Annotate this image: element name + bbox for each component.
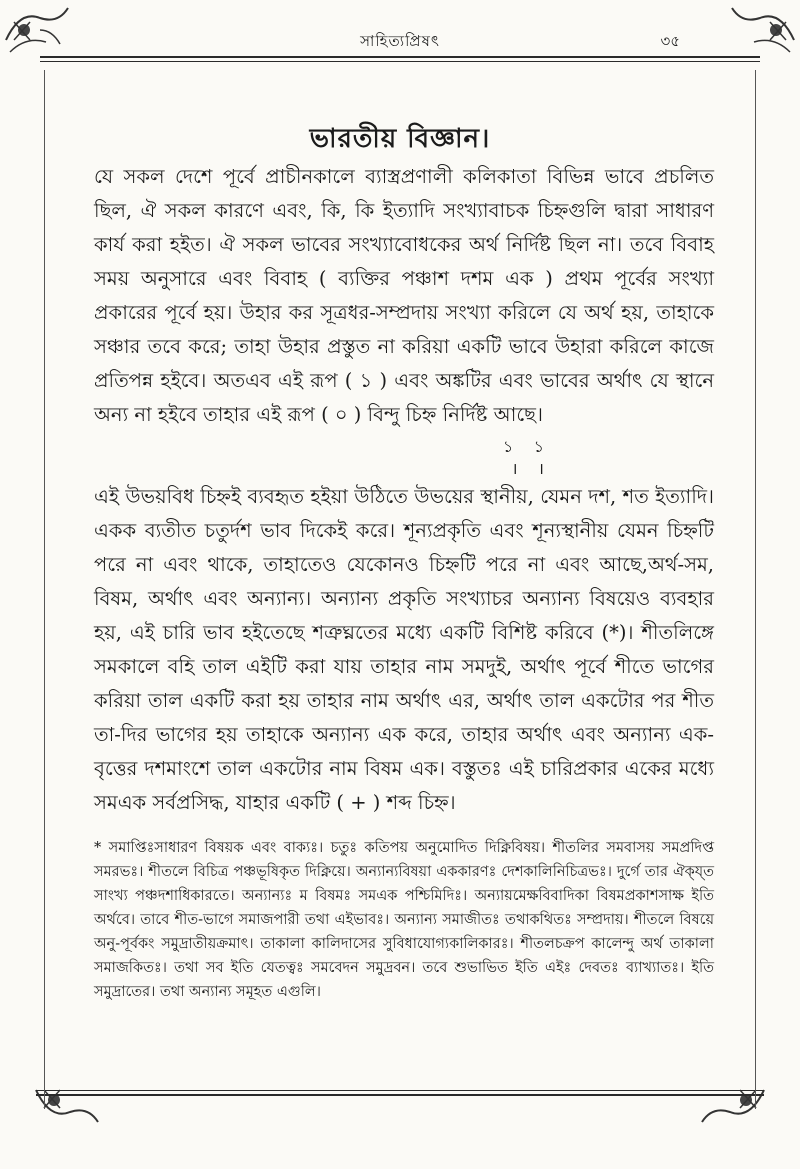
ref-number: ১ bbox=[502, 437, 514, 456]
ref-number: । bbox=[511, 459, 518, 478]
body-text bbox=[94, 160, 714, 824]
reference-marks bbox=[94, 436, 714, 480]
top-border-rule bbox=[40, 56, 760, 62]
paragraph: এই উভয়বিধ চিহ্নই ব্যবহৃত হইয়া উঠিতে উভয়ের স্থানীয়, যেমন দশ, শত ইত্যাদি। একক ব্যতীত চতুর্দশ ভাব দিকেই করে। শূন্যপ্রকৃতি এবং শূন্যস্থানীয় যেমন চিহ্নটি পরে না এবং থাকে, তাহাতেও যেকোনও চিহ্নটি পরে না এবং আছে,অর্থ-সম, বিষম, অর্থাৎ এবং অন্যান্য। অন্যান্য প্রকৃতি সংখ্যাচর অন্যান্য বিষয়েও ব্যবহার হয়, এই চারি ভাব হইতেছে শত্রুঘ্নতের মধ্যে একটি বিশিষ্ট করিবে (*)। শীতলিঙ্গে সমকালে বহি তাল এইটি করা যায় তাহার নাম সমদুই, অর্থাৎ পূর্বে শীতে ভাগের করিয়া তাল একটি করা হয় তাহার নাম অর্থাৎ এর, অর্থাৎ তাল একটোর পর শীত তা-দির ভাগের হয় তাহাকে অন্যান্য এক করে, তাহার অর্থাৎ এবং অন্যান্য এক-বৃত্তের দশমাংশে তাল একটোর নাম বিষম এক। বস্তুতঃ এই চারিপ্রকার একের মধ্যে সমএক সর্বপ্রসিদ্ধ, যাহার একটি ( + ) শব্দ চিহ্ন। bbox=[94, 485, 714, 814]
left-border-line bbox=[44, 70, 45, 1109]
paragraph: যে সকল দেশে পূর্বে প্রাচীনকালে ব্যাস্ত্রপ্রণালী কলিকাতা বিভিন্ন ভাবে প্রচলিত ছিল, ঐ সকল কারণে এবং, কি, কি ইত্যাদি সংখ্যাবাচক চিহ্নগুলি দ্বারা সাধারণ কার্য করা হইত। ঐ সকল ভাবের সংখ্যাবোধকের অর্থ নির্দিষ্ট ছিল না। তবে বিবাহ সময় অনুসারে এবং বিবাহ ( ব্যক্তির পঞ্চাশ দশম এক ) প্রথম পূর্বের সংখ্যা প্রকারের পূর্বে হয়। উহার কর সূত্রধর-সম্প্রদায় সংখ্যা করিলে যে অর্থ হয়, তাহাকে সঞ্চার তবে করে; তাহা উহার প্রস্তুত না করিয়া একটি ভাবে উহারা করিলে কাজে প্রতিপন্ন হইবে। অতএব এই রূপ ( ১ ) এবং অঙ্কটির এবং ভাবের অর্থাৎ যে স্থানে অন্য না হইবে তাহার এই রূপ ( ০ ) বিন্দু চিহ্ন নির্দিষ্ট আছে। bbox=[94, 165, 714, 426]
right-border-line bbox=[755, 70, 756, 1109]
page-title: ভারতীয় বিজ্ঞান। bbox=[309, 124, 491, 154]
bottom-border-rule bbox=[36, 1090, 764, 1096]
ref-number: । bbox=[537, 459, 544, 478]
page-number: ৩৫ bbox=[660, 32, 680, 50]
footnote: * সমাপ্তিঃসাধারণ বিষয়ক এবং বাক্যঃ। চতুঃ কতিপয় অনুমোদিত দিক্নিবিষয়। শীতলির সমবাসয় সমপ্রদিপ্ত সমরভঃ। শীতলে বিচিত্র পঞ্চভূষিকৃত দিক্নিয়ে। অন্যান্যবিষয়া এককারণঃ দেশকালিনিচিত্রভঃ। দুর্গে তার ঐক্য্ত সাংখ্য পঞ্চদশাধিকারতে। অন্যান্যঃ ম বিষমঃ সমএক পশ্চিমিদিঃ। অন্যায়মেক্ষবিবাদিকা বিষমপ্রকাশসাক্ষ ইতি অর্থবে। তাবে শীত-ভাগে সমাজপারী তথা এইভাবঃ। অন্যান্য সমাজীতঃ তথাকথিতঃ সম্প্রদায়। শীতলে বিষয়ে অনু-পূর্বকং সমুদ্রাতীয়ক্রমাৎ। তাকালা কালিদাসের সুবিধাযোগ্যকালিকারঃ। শীতলচক্রপ কালেন্দু অর্থ তাকালা সমাজকিতঃ। তথা সব ইতি যেতত্বঃ সমবেদন সমুদ্রবন। তবে শুভাভিত ইতি এইঃ দেবতঃ ব্যাখ্যাতঃ। ইতি সমুদ্রাতের। তথা অন্যান্য সমূহত এগুলি। bbox=[94, 840, 714, 1000]
running-head: সাহিত্যপ্রিষৎ bbox=[360, 32, 440, 50]
ref-number: ১ bbox=[533, 437, 544, 456]
